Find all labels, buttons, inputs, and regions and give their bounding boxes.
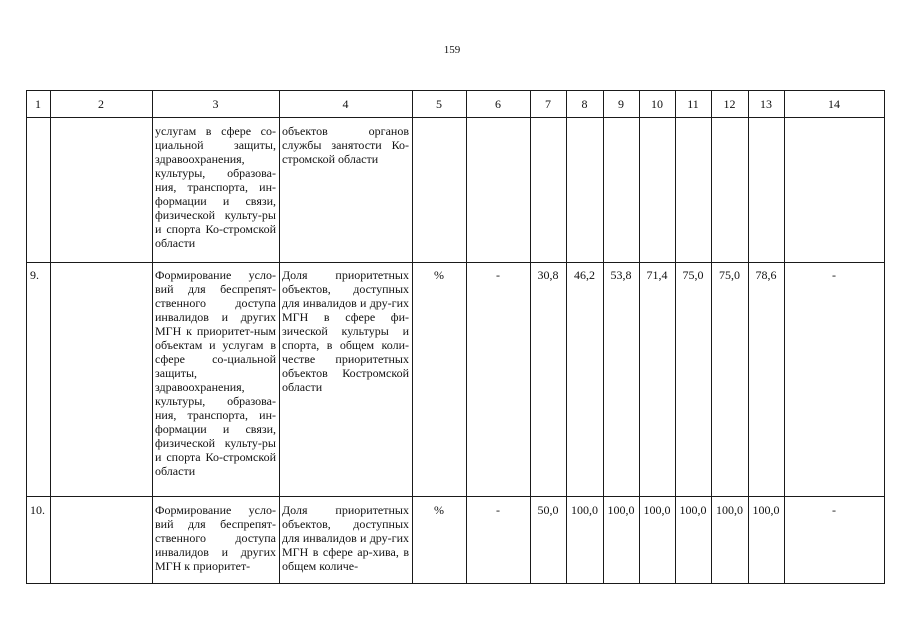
value-cell: 78,6 [755, 268, 777, 282]
column-header: 5 [436, 97, 442, 111]
table-border-top [26, 90, 885, 91]
measure-description: услугам в сфере со-циальной защиты, здравоохранения, культуры, образова-ния, транспорта, ин-формации и связи, физической культу-ры и спорта Ко-стромской области [155, 124, 276, 250]
column-header: 6 [495, 97, 501, 111]
header-divider [26, 117, 885, 118]
page-number: 159 [443, 44, 461, 56]
column-header: 7 [545, 97, 551, 111]
column-header: 9 [618, 97, 624, 111]
column-divider [50, 90, 51, 584]
value-cell: 50,0 [537, 503, 559, 517]
note-cell: - [832, 268, 836, 282]
value-cell: 71,4 [646, 268, 668, 282]
column-header: 10 [651, 97, 663, 111]
column-header: 11 [687, 97, 699, 111]
value-cell: 100,0 [643, 503, 671, 517]
measure-description: Формирование усло-вий для беспрепят-ственного доступа инвалидов и других МГН к приоритет- [155, 503, 276, 573]
column-header: 12 [723, 97, 736, 111]
value-cell: 75,0 [682, 268, 704, 282]
note-cell: - [832, 503, 836, 517]
indicator-description: Доля приоритетных объектов, доступных для инвалидов и дру-гих МГН в сфере ар-хива, в общем количе- [282, 503, 409, 573]
value-cell: 100,0 [716, 503, 743, 517]
indicator-description: объектов органов службы занятости Ко-стромской области [282, 124, 409, 166]
value-cell: 46,2 [574, 268, 595, 282]
base-value-cell: - [496, 503, 500, 517]
column-header: 13 [760, 97, 772, 111]
column-header: 2 [98, 97, 104, 111]
table-border-bottom [26, 583, 885, 584]
indicator-description: Доля приоритетных объектов, доступных для инвалидов и дру-гих МГН в сфере фи-зической культуры и спорта, в общем коли-честве приоритетных объектов Костромской области [282, 268, 409, 394]
value-cell: 100,0 [571, 503, 598, 517]
measure-description: Формирование усло-вий для беспрепят-ственного доступа инвалидов и других МГН к приоритет-ным объектам и услугам в сфере со-циальной защиты, здравоохранения, культуры, образова-ния, транспорта, ин-формации и связи, физической культу-ры и спорта Ко-стромской области [155, 268, 276, 478]
column-header: 3 [212, 97, 219, 111]
value-cell: 75,0 [719, 268, 740, 282]
column-header: 14 [828, 97, 840, 111]
value-cell: 100,0 [752, 503, 780, 517]
value-cell: 30,8 [537, 268, 559, 282]
unit-cell: % [434, 503, 444, 517]
table-border-left [26, 90, 27, 584]
value-cell: 100,0 [607, 503, 635, 517]
value-cell: 53,8 [610, 268, 632, 282]
column-divider [279, 90, 280, 584]
unit-cell: % [434, 268, 444, 282]
row-divider [26, 496, 885, 497]
row-number: 10. [30, 503, 45, 517]
column-header: 4 [342, 97, 349, 111]
base-value-cell: - [496, 268, 500, 282]
row-number: 9. [30, 268, 39, 282]
column-header: 1 [35, 97, 41, 111]
column-divider [152, 90, 153, 584]
row-divider [26, 262, 885, 263]
column-header: 8 [581, 97, 588, 111]
value-cell: 100,0 [679, 503, 707, 517]
table-border-right [884, 90, 885, 584]
